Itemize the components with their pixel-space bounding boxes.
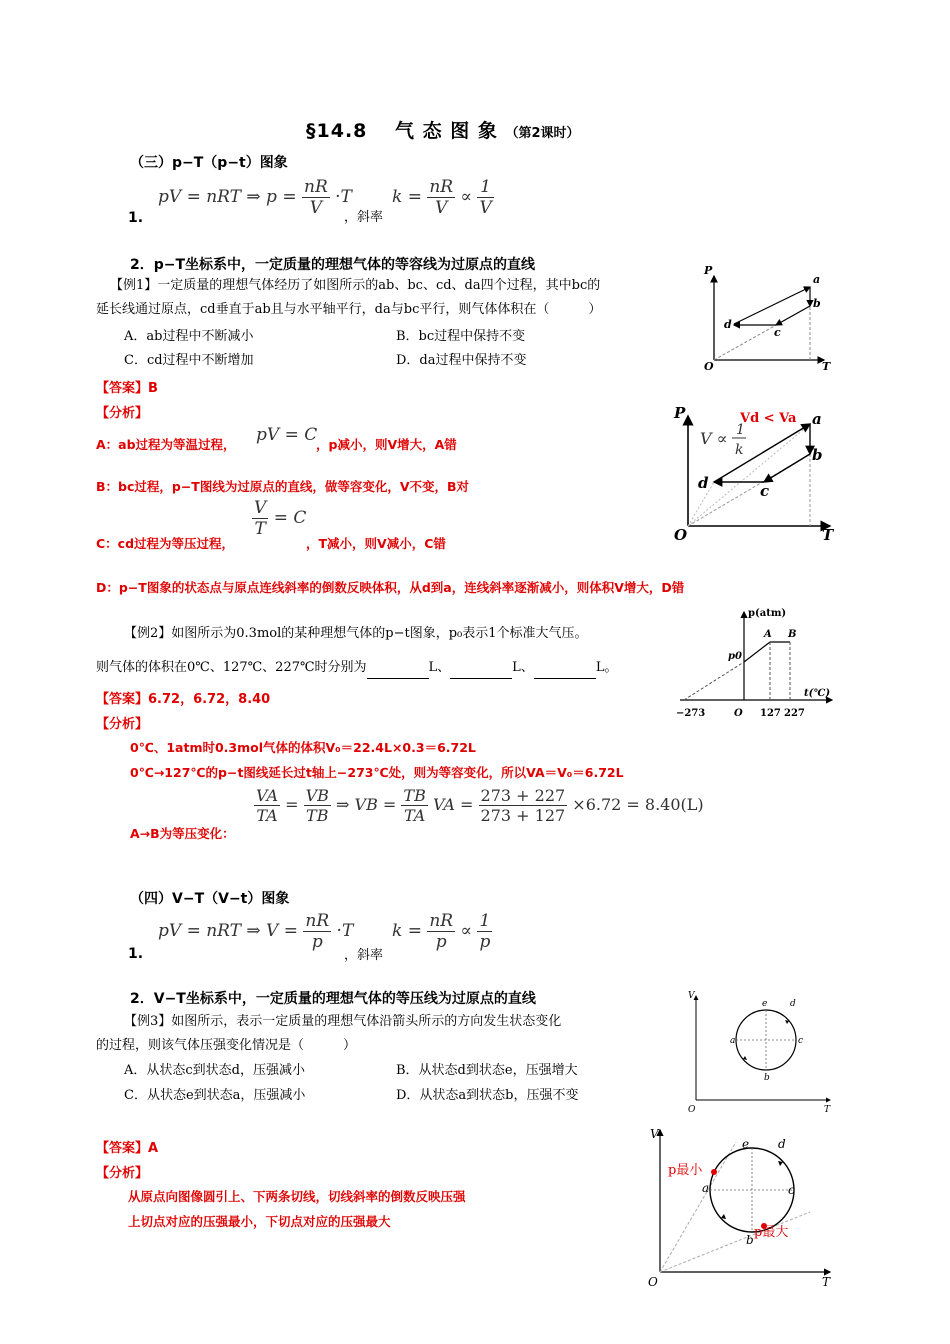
lower-tangent	[660, 1212, 810, 1272]
section3-heading: （三）p−T（p−t）图象	[130, 155, 288, 171]
frac-den: p	[479, 932, 491, 952]
label-227: 227	[784, 708, 805, 719]
label-b: B	[788, 629, 797, 640]
ex2-formula: $\frac{VA}{TA}$ = $\frac{VB}{TB}$ ⇒ VB = $\frac{TB}{TA}$ VA = $\frac{273 + 227}{273 + 127}$ ×6.72 = 8.40(L)	[256, 786, 704, 825]
unit-l-2: L、	[512, 660, 534, 675]
ex1-analysis-d: D：p−T图象的状态点与原点连线斜率的倒数反映体积，从d到a，连线斜率逐渐减小，则体积V增大，D错	[96, 580, 685, 595]
prop-symbol: ∝	[460, 187, 473, 207]
ex1-formula-pv: pV = C	[256, 425, 318, 445]
section3-formula-2	[392, 177, 494, 218]
label-a: a	[702, 1181, 710, 1195]
label-v: V	[688, 991, 695, 1001]
label-t: T	[824, 1105, 831, 1115]
ex1-formula-vt	[252, 498, 306, 539]
title-main: §14.8 气 态 图 象	[306, 120, 498, 142]
label-b: b	[764, 1073, 770, 1083]
section4-heading: （四）V−T（V−t）图象	[130, 891, 290, 907]
label-p-max: p最大	[754, 1225, 789, 1240]
label-c: c	[788, 1183, 795, 1197]
ex3-graph-1	[684, 988, 840, 1116]
label-c: c	[774, 326, 781, 339]
label-v: V	[650, 1127, 659, 1141]
label-a: a	[730, 1036, 736, 1046]
ex1-option-b: B．bc过程中保持不变	[396, 329, 526, 344]
ex1-analysis-label: 【分析】	[96, 406, 149, 421]
formula-tail: ·T	[336, 921, 354, 941]
ex3-option-a: A．从状态c到状态d，压强减小	[124, 1063, 305, 1078]
ex3-line1: 【例3】如图所示，表示一定质量的理想气体沿箭头所示的方向发生状态变化	[124, 1014, 562, 1029]
title-sub: （第2课时）	[505, 126, 580, 141]
label-t: T	[822, 526, 834, 542]
frac-num: TB	[403, 786, 426, 805]
label-d: d	[778, 1137, 786, 1151]
frac-den: T	[254, 519, 266, 539]
isochoric-line	[744, 642, 770, 662]
prop-den: k	[735, 442, 744, 458]
ex2-graph	[672, 604, 842, 722]
ex2-analysis-2: 0℃→127℃的p−t图线延长过t轴上−273℃处，则为等容变化，所以VA＝V₀＝6.72L	[130, 765, 624, 780]
formula-text: k =	[392, 187, 422, 207]
frac-num: 1	[477, 911, 492, 932]
ex1-analysis-a-tail: ，p减小，则V增大，A错	[316, 437, 457, 452]
p-min-point	[711, 1169, 717, 1175]
formula-mid: ⇒ VB =	[336, 795, 397, 814]
da-line	[714, 424, 810, 482]
label-b: b	[813, 297, 821, 310]
label-d: d	[724, 318, 732, 331]
ex1-line1: 【例1】一定质量的理想气体经历了如图所示的ab、bc、cd、da四个过程，其中bc的	[110, 278, 601, 293]
ex3-option-d: D．从状态a到状态b，压强不变	[396, 1088, 579, 1103]
formula-end: ×6.72 = 8.40(L)	[572, 795, 704, 814]
label-e: e	[742, 1137, 750, 1151]
bc-line	[764, 454, 810, 482]
ex1-option-d: D．da过程中保持不变	[396, 353, 527, 368]
label-a: a	[813, 273, 821, 286]
section4-formula-2	[392, 911, 492, 952]
bc-line	[776, 306, 810, 325]
formula-eq: = C	[273, 508, 307, 528]
frac-den: 273 + 127	[480, 806, 566, 825]
frac-num: VA	[256, 786, 279, 805]
frac-den: p	[311, 932, 323, 952]
unit-l-1: L、	[428, 660, 451, 675]
ex1-line2: 延长线通过原点，cd垂直于ab且与水平轴平行，da与bc平行，则气体体积在（ ）	[96, 302, 602, 317]
section3-formula-1	[158, 177, 352, 218]
label-o: O	[648, 1275, 658, 1289]
section3-comma: ，斜率	[344, 210, 384, 225]
label-o: O	[688, 1105, 696, 1115]
label-minus-273: −273	[676, 708, 706, 719]
label-t: T	[822, 1275, 831, 1289]
blank-2[interactable]	[450, 664, 512, 679]
label-d: d	[698, 474, 709, 492]
label-o: O	[674, 526, 688, 542]
frac-den: TA	[256, 806, 278, 825]
ex3-option-b: B．从状态d到状态e，压强增大	[396, 1063, 578, 1078]
section3-item2: 2．p−T坐标系中，一定质量的理想气体的等容线为过原点的直线	[130, 257, 536, 273]
section4-comma: ，斜率	[344, 948, 384, 963]
ex2-line2	[96, 656, 617, 679]
ex1-answer: 【答案】B	[96, 381, 158, 396]
extension-line	[684, 662, 744, 700]
ex1-analysis-a: A：ab过程为等温过程，	[96, 437, 236, 452]
label-d: d	[790, 999, 796, 1009]
section4-item2: 2．V−T坐标系中，一定质量的理想气体的等压线为过原点的直线	[130, 991, 536, 1007]
frac-den: V	[435, 198, 448, 218]
da-line	[734, 287, 810, 324]
ex1-analysis-c: C：cd过程为等压过程，	[96, 536, 235, 551]
label-b: b	[812, 446, 823, 464]
ex1-graph-2	[670, 402, 840, 542]
label-o: O	[734, 708, 743, 719]
ex3-analysis-1: 从原点向图像圆引上、下两条切线，切线斜率的倒数反映压强	[128, 1189, 466, 1204]
label-o: O	[704, 360, 714, 373]
label-b: b	[746, 1233, 754, 1247]
frac-num: nR	[429, 911, 454, 931]
label-e: e	[762, 999, 768, 1009]
section3-item1-number: 1.	[128, 210, 144, 226]
label-127: 127	[760, 708, 781, 719]
ex1-analysis-b: B：bc过程，p−T图线为过原点的直线，做等容变化，V不变，B对	[96, 479, 470, 494]
frac-num: 1	[477, 177, 493, 198]
ex2-answer: 【答案】6.72，6.72，8.40	[96, 692, 271, 707]
frac-den: V	[479, 198, 492, 218]
section4-item1-number: 1.	[128, 946, 144, 962]
ex1-graph-1	[700, 262, 840, 374]
frac-num: 273 + 227	[480, 786, 566, 805]
blank-3[interactable]	[534, 664, 596, 679]
prop-symbol: ∝	[460, 921, 473, 941]
ex3-analysis-label: 【分析】	[96, 1166, 149, 1181]
label-p0: p0	[728, 651, 742, 662]
page-title	[306, 116, 580, 143]
label-p: P	[674, 404, 686, 422]
formula-text: pV = nRT ⇒ V =	[158, 921, 298, 941]
frac-den: TA	[403, 806, 426, 825]
section4-formula-1	[158, 911, 353, 952]
formula-text: pV = nRT ⇒ p =	[158, 187, 297, 207]
label-p-min: p最小	[668, 1163, 703, 1178]
label-a: a	[812, 410, 822, 428]
label-p-atm: p(atm)	[748, 608, 787, 619]
ex1-option-a: A．ab过程中不断减小	[124, 329, 254, 344]
unit-l-3: L。	[595, 660, 618, 675]
frac-num: nR	[429, 177, 454, 197]
frac-num: nR	[305, 911, 330, 931]
blank-1[interactable]	[367, 664, 429, 679]
label-c: c	[798, 1036, 804, 1046]
frac-den: p	[435, 932, 447, 952]
ex3-analysis-2: 上切点对应的压强最小，下切点对应的压强最大	[128, 1214, 391, 1229]
ex2-analysis-3: A→B为等压变化：	[130, 826, 235, 841]
formula-tail: ·T	[335, 187, 352, 207]
ex3-graph-2	[640, 1122, 840, 1292]
frac-den: V	[309, 198, 323, 218]
prop-v: V ∝	[700, 429, 728, 448]
ex2-line1: 【例2】如图所示为0.3mol的某种理想气体的p−t图象，p₀表示1个标准大气压。	[124, 626, 588, 641]
ex2-analysis-label: 【分析】	[96, 717, 149, 732]
ex1-option-c: C．cd过程中不断增加	[124, 353, 254, 368]
frac-num: nR	[304, 177, 328, 197]
label-c: c	[760, 482, 770, 500]
prop-num: 1	[736, 422, 745, 438]
formula-text: k =	[392, 921, 422, 941]
frac-num: V	[254, 498, 267, 518]
ex3-option-c: C．从状态e到状态a，压强减小	[124, 1088, 306, 1103]
upper-tangent	[660, 1142, 736, 1272]
frac-den: TB	[306, 806, 329, 825]
ex2-analysis-1: 0℃、1atm时0.3mol气体的体积V₀＝22.4L×0.3＝6.72L	[130, 740, 476, 755]
ex3-answer: 【答案】A	[96, 1141, 159, 1156]
label-t: T	[822, 360, 831, 373]
ex2-line2-text: 则气体的体积在0℃、127℃、227℃时分别为	[96, 660, 367, 675]
label-t-celsius: t(℃)	[804, 688, 831, 699]
ex3-line2: 的过程，则该气体压强变化情况是（ ）	[96, 1038, 357, 1053]
frac-num: VB	[305, 786, 329, 805]
ex1-analysis-c-tail: ，T减小，则V减小，C错	[306, 536, 446, 551]
label-p: P	[704, 264, 713, 277]
note-vd-va: Vd < Va	[740, 411, 797, 426]
label-a: A	[764, 629, 772, 640]
formula-va: VA =	[432, 795, 474, 814]
